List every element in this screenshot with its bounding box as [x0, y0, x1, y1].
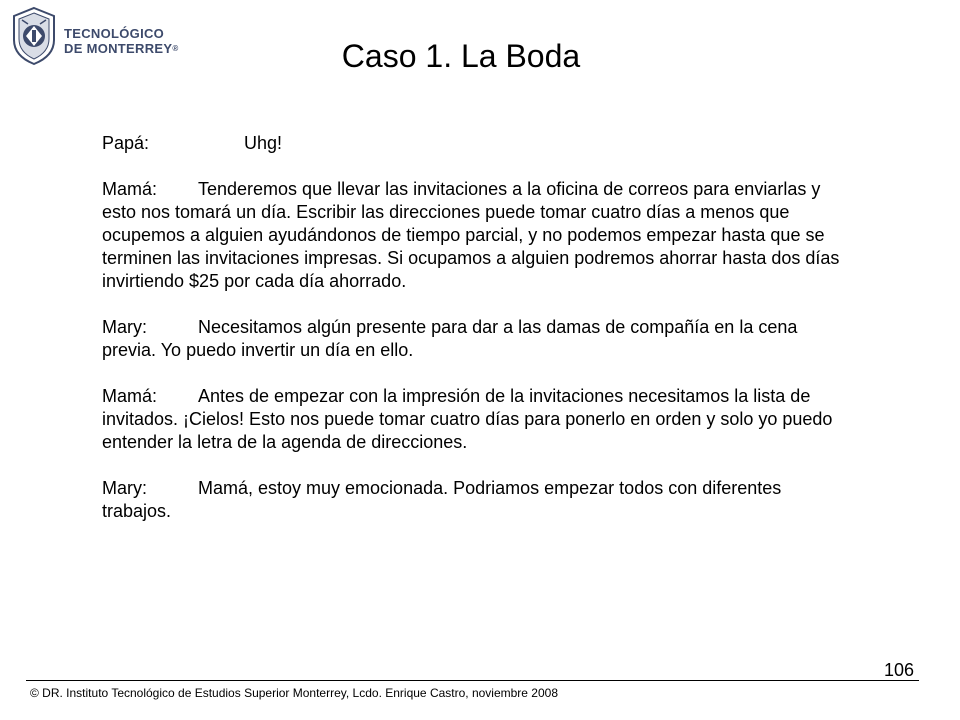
dialogue-text: [102, 132, 842, 546]
page-number: 106: [883, 660, 914, 680]
logo-registered-mark: ®: [172, 44, 179, 53]
dialogue-line: Uhg!: [244, 133, 283, 153]
speaker-label: Mamá:: [102, 386, 158, 406]
footer-divider: [26, 680, 919, 681]
dialogue-line: Mamá, estoy muy emocionada. Podriamos empezar todos con diferentes trabajos.: [102, 478, 782, 521]
logo-line-1: TECNOLÓGICO: [64, 26, 165, 41]
copyright-notice: © DR. Instituto Tecnológico de Estudios Superior Monterrey, Lcdo. Enrique Castro, noviembre 2008: [30, 686, 559, 700]
dialogue-line: Tenderemos que llevar las invitaciones a la oficina de correos para enviarlas y esto nos tomará un día. Escribir las direcciones puede tomar cuatro días a menos que ocupemos a alguien ayudándonos de tiempo parcial, y no podemos empezar hasta que se terminen las invitaciones impresas. Si ocupamos a alguien podremos ahorrar hasta dos días invirtiendo $25 por cada día ahorrado.: [102, 179, 840, 291]
logo-line-2: DE MONTERREY: [64, 41, 173, 56]
dialogue-entry: [102, 132, 842, 155]
speaker-label: Papá:: [102, 133, 150, 153]
dialogue-entry: [102, 178, 842, 293]
speaker-label: Mamá:: [102, 179, 158, 199]
dialogue-entry: [102, 316, 842, 362]
dialogue-line: Necesitamos algún presente para dar a las damas de compañía en la cena previa. Yo puedo invertir un día en ello.: [102, 317, 798, 360]
speaker-label: Mary:: [102, 317, 147, 337]
dialogue-line: Antes de empezar con la impresión de la invitaciones necesitamos la lista de invitados. ¡Cielos! Esto nos puede tomar cuatro días para ponerlo en orden y solo yo puedo entender la letra de la agenda de direcciones.: [102, 386, 833, 452]
dialogue-entry: [102, 477, 842, 523]
speaker-label: Mary:: [102, 478, 147, 498]
dialogue-entry: [102, 385, 842, 454]
slide-title: Caso 1. La Boda: [341, 38, 581, 74]
